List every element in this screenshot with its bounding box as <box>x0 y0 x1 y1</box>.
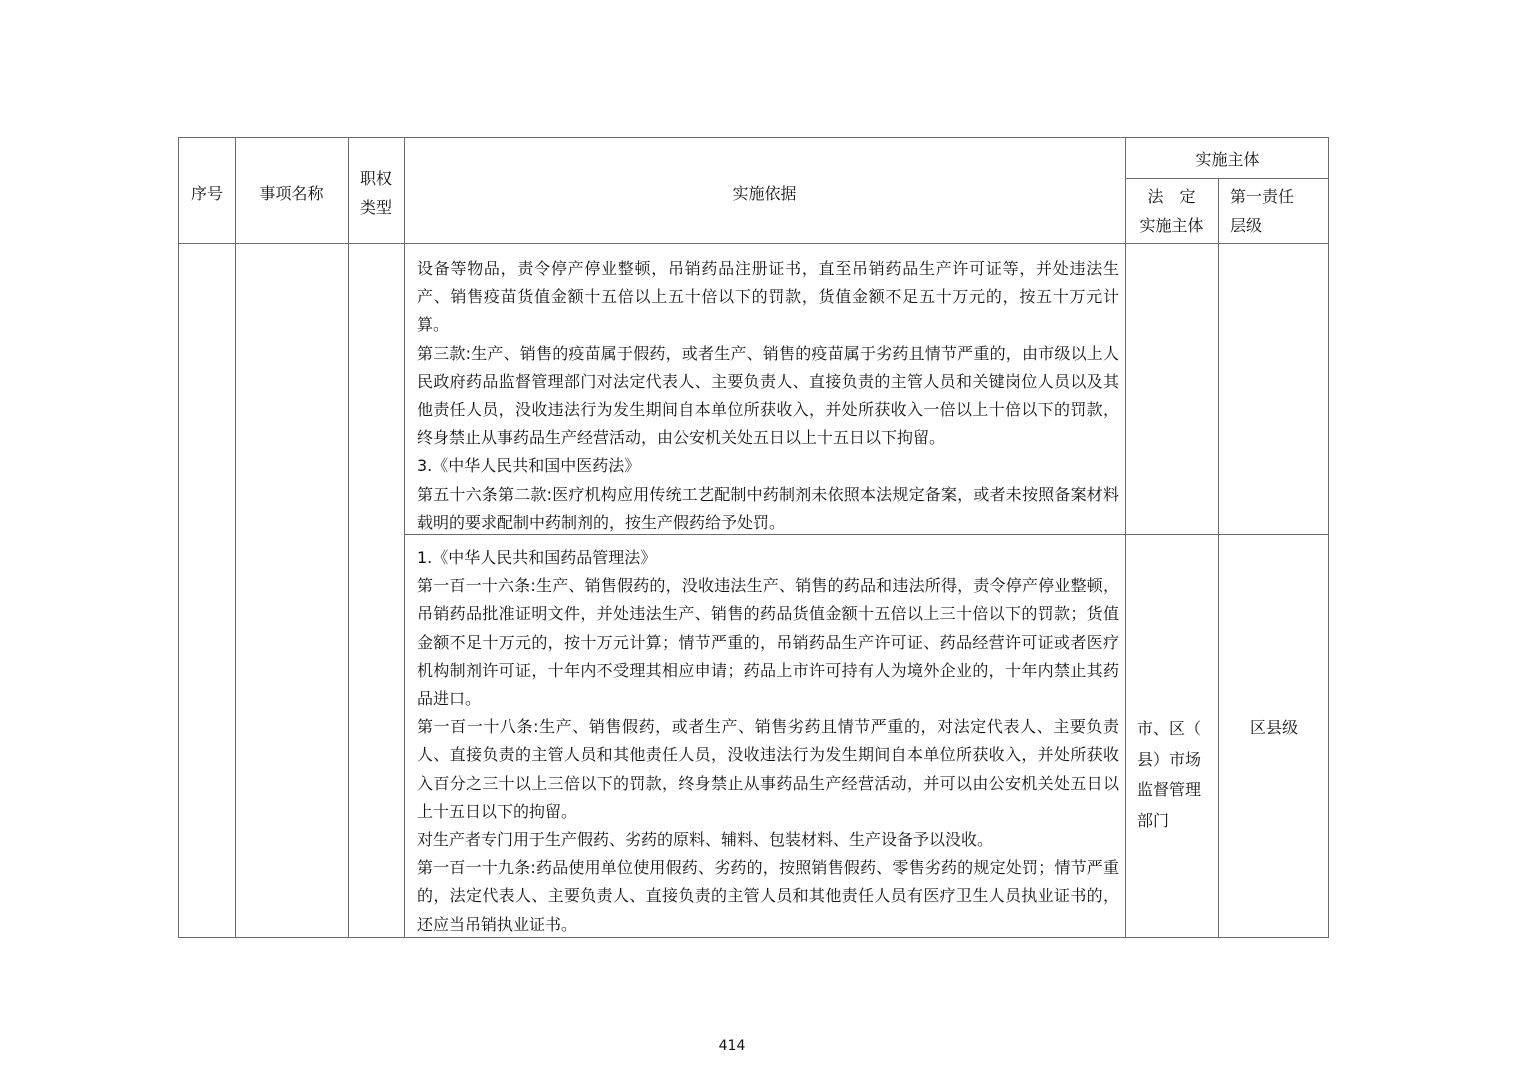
basis-paragraph: 3.《中华人民共和国中医药法》 <box>417 456 641 476</box>
row2-basis <box>417 544 1119 939</box>
col-divider <box>235 138 236 937</box>
header-type: 职权 类型 <box>359 169 392 217</box>
basis-paragraph: 第一百一十九条:药品使用单位使用假药、劣药的，按照销售假药、零售劣药的规定处罚；情节严重的，法定代表人、主要负责人、直接负责的主管人员和其他责任人员有医疗卫生人员执业证书的，还应当吊销执业证书。 <box>417 858 1119 934</box>
basis-paragraph: 第五十六条第二款:医疗机构应用传统工艺配制中药制剂未依照本法规定备案，或者未按照备案材料载明的要求配制中药制剂的，按生产假药给予处罚。 <box>417 484 1119 532</box>
header-seq: 序号 <box>190 184 223 203</box>
header-subject: 实施主体 <box>1195 150 1260 169</box>
basis-paragraph: 第一百一十八条:生产、销售假药，或者生产、销售劣药且情节严重的，对法定代表人、主要负责人、直接负责的主管人员和其他责任人员，没收违法行为发生期间自本单位所获收入，并处所获收入百分之三十以上三倍以下的罚款，终身禁止从事药品生产经营活动，并可以由公安机关处五日以上十五日以下的拘留。 <box>417 717 1119 821</box>
basis-paragraph: 第一百一十六条:生产、销售假药的，没收违法生产、销售的药品和违法所得，责令停产停业整顿，吊销药品批准证明文件，并处违法生产、销售的药品货值金额十五倍以上三十倍以下的罚款；货值金额不足十万元的，按十万元计算；情节严重的，吊销药品生产许可证、药品经营许可证或者医疗机构制剂许可证，十年内不受理其相应申请；药品上市许可持有人为境外企业的，十年内禁止其药品进口。 <box>417 576 1119 709</box>
col-divider <box>1218 178 1219 937</box>
col-divider <box>348 138 349 937</box>
basis-paragraph: 第三款:生产、销售的疫苗属于假药，或者生产、销售的疫苗属于劣药且情节严重的，由市级以上人民政府药品监督管理部门对法定代表人、主要负责人、直接负责的主管人员和关键岗位人员以及其他责任人员，没收违法行为发生期间自本单位所获收入，并处所获收入一倍以上十倍以下的罚款，终身禁止从事药品生产经营活动，由公安机关处五日以上十五日以下拘留。 <box>417 343 1119 448</box>
header-bottom-line <box>179 243 1328 244</box>
subject-header-divider <box>1125 178 1328 179</box>
header-legal-subject: 法 定 实施主体 <box>1139 187 1204 235</box>
row1-basis <box>417 255 1119 537</box>
basis-paragraph: 对生产者专门用于生产假药、劣药的原料、辅料、包装材料、生产设备予以没收。 <box>417 830 994 850</box>
basis-paragraph: 1.《中华人民共和国药品管理法》 <box>417 548 657 567</box>
row2-responsibility-level: 区县级 <box>1249 718 1298 737</box>
col-divider <box>1125 138 1126 937</box>
row2-legal-subject: 市、区（ 县）市场 监督管理 部门 <box>1137 719 1202 830</box>
page-number: 414 <box>718 1038 746 1054</box>
header-responsibility-level: 第一责任 层级 <box>1230 187 1295 235</box>
header-name: 事项名称 <box>259 184 324 203</box>
col-divider <box>404 138 405 937</box>
document-table <box>178 137 1329 938</box>
header-basis: 实施依据 <box>732 184 797 203</box>
basis-paragraph: 设备等物品，责令停产停业整顿，吊销药品注册证书，直至吊销药品生产许可证等，并处违法生产、销售疫苗货值金额十五倍以上五十倍以下的罚款，货值金额不足五十万元的，按五十万元计算。 <box>417 259 1119 335</box>
